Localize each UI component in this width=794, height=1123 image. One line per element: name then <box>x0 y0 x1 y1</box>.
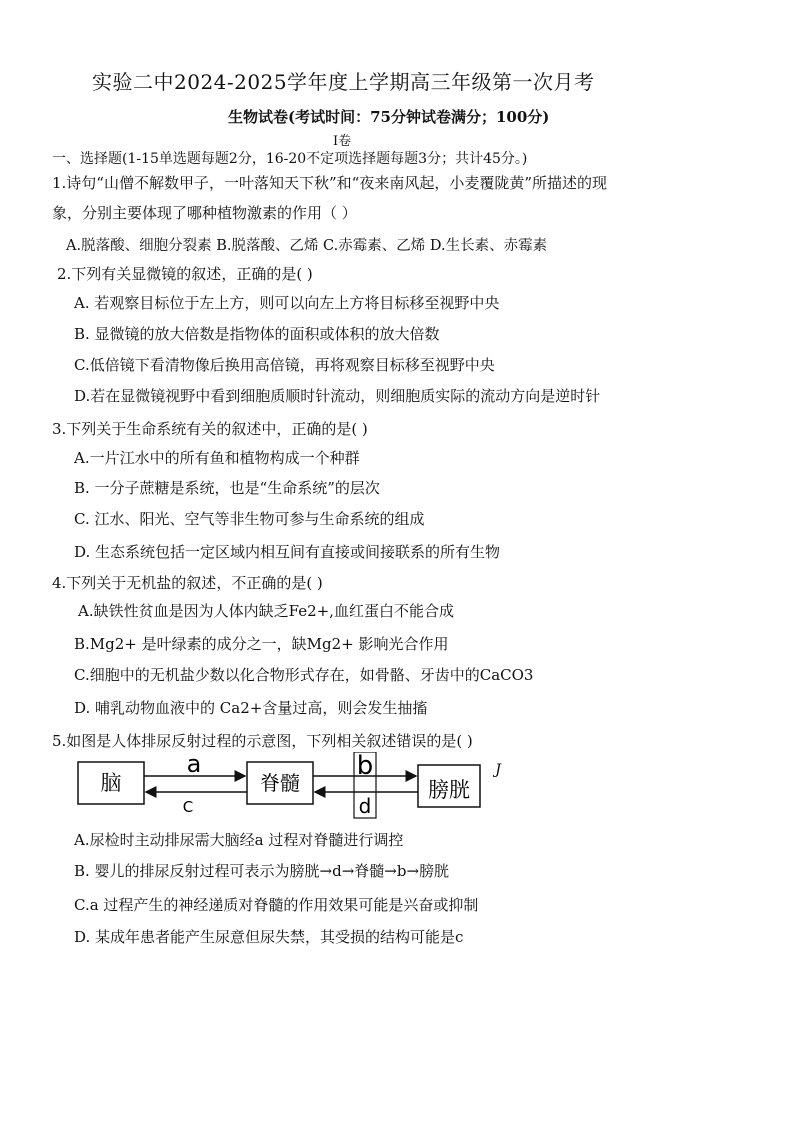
bladder-label: 膀胱 <box>428 778 470 802</box>
q1-stem-line2: 象，分别主要体现了哪种植物激素的作用（ ） <box>52 204 357 222</box>
q2-option-d: D.若在显微镜视野中看到细胞质顺时针流动，则细胞质实际的流动方向是逆时针 <box>74 387 601 405</box>
q4-option-b: B.Mg2+ 是叶绿素的成分之一，缺Mg2+ 影响光合作用 <box>74 635 449 653</box>
q2-option-a: A. 若观察目标位于左上方，则可以向左上方将目标移至视野中央 <box>74 294 500 312</box>
label-b: b <box>356 752 374 781</box>
brain-label: 脑 <box>100 771 122 795</box>
exam-title: 实验二中2024-2025学年度上学期高三年级第一次月考 <box>92 70 595 94</box>
q2-option-c: C.低倍镜下看清物像后换用高倍镜，再将观察目标移至视野中央 <box>74 356 495 374</box>
q3-option-b: B. 一分子蔗糖是系统，也是“生命系统”的层次 <box>74 479 380 497</box>
volume-label: I卷 <box>333 134 352 149</box>
label-d: d <box>358 794 372 818</box>
q4-stem: 4.下列关于无机盐的叙述，不正确的是( ) <box>52 574 323 592</box>
q2-option-b: B. 显微镜的放大倍数是指物体的面积或体积的放大倍数 <box>74 325 440 343</box>
q2-stem: 2.下列有关显微镜的叙述，正确的是( ) <box>57 265 313 283</box>
q3-option-d: D. 生态系统包括一定区域内相互间有直接或间接联系的所有生物 <box>74 543 501 561</box>
label-j-mark: J <box>495 762 501 778</box>
exam-subtitle: 生物试卷(考试时间：75分钟试卷满分；100分) <box>228 108 550 126</box>
q1-options: A.脱落酸、细胞分裂素 B.脱落酸、乙烯 C.赤霉素、乙烯 D.生长素、赤霉素 <box>66 238 548 254</box>
spinal-cord-label: 脊髓 <box>260 771 300 795</box>
reflex-diagram <box>70 752 520 822</box>
q5-option-b: B. 婴儿的排尿反射过程可表示为膀胱→d→脊髓→b→膀胱 <box>74 862 450 880</box>
q3-stem: 3.下列关于生命系统有关的叙述中，正确的是( ) <box>52 420 368 438</box>
q3-option-c: C. 江水、阳光、空气等非生物可参与生命系统的组成 <box>74 510 425 528</box>
q4-option-c: C.细胞中的无机盐少数以化合物形式存在，如骨骼、牙齿中的CaCO3 <box>74 666 534 684</box>
q4-option-a: A.缺铁性贫血是因为人体内缺乏Fe2+,血红蛋白不能合成 <box>78 602 454 620</box>
q5-stem: 5.如图是人体排尿反射过程的示意图，下列相关叙述错误的是( ) <box>52 732 473 750</box>
q4-option-d: D. 哺乳动物血液中的 Ca2+含量过高，则会发生抽搐 <box>74 699 428 717</box>
label-c: C <box>182 798 194 816</box>
q5-option-d: D. 某成年患者能产生尿意但尿失禁，其受损的结构可能是c <box>74 928 464 946</box>
q3-option-a: A.一片江水中的所有鱼和植物构成一个种群 <box>74 449 360 467</box>
q1-stem-line1: 1.诗句“山僧不解数甲子，一叶落知天下秋”和“夜来南风起，小麦覆陇黄”所描述的现 <box>52 174 607 192</box>
label-a: a <box>186 752 202 778</box>
q5-option-a: A.尿检时主动排尿需大脑经a 过程对脊髓进行调控 <box>74 831 404 849</box>
q5-option-c: C.a 过程产生的神经递质对脊髓的作用效果可能是兴奋或抑制 <box>74 896 479 914</box>
section-heading: 一、选择题(1-15单选题每题2分，16-20不定项选择题每题3分；共计45分。) <box>52 151 528 167</box>
